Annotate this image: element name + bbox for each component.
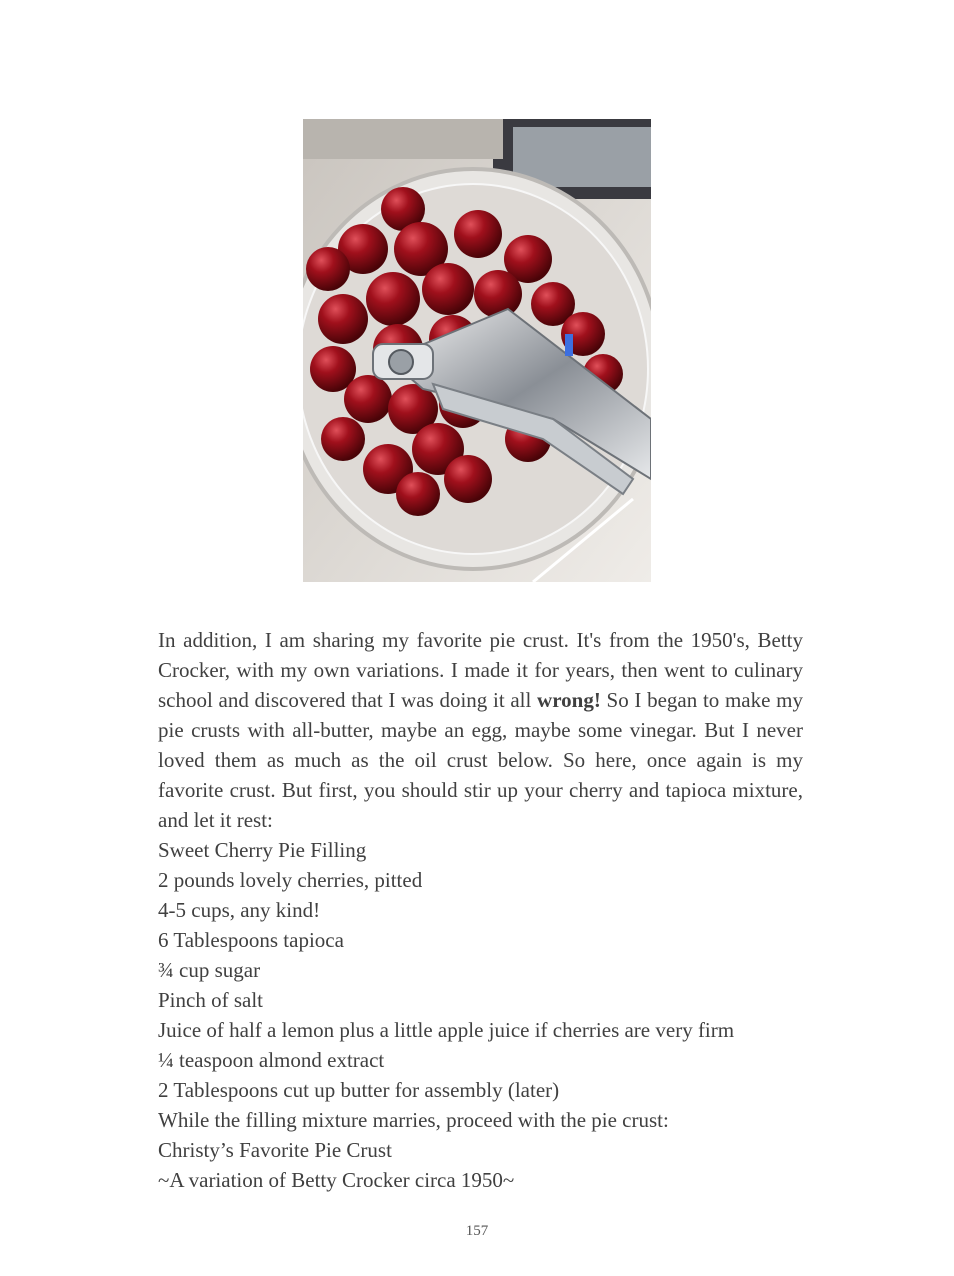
intro-paragraph (158, 625, 803, 835)
recipe-title: Sweet Cherry Pie Filling (158, 838, 367, 862)
intro-text-end: So I began to make my pie crusts with all-butter, maybe an egg, maybe some vinegar. But I never loved them as much as the oil crust below. So here, once again is my favorite crust. But first, you should stir up your cherry and tapioca mixture, and let it rest: (158, 688, 803, 832)
ingredient-line: 4-5 cups, any kind! (158, 898, 321, 922)
intro-text-start: In addition, I am sharing my favorite pie crust. It's from the 1950's, Betty Crocker, with my own variations. I made it for years, then went to culinary school and discovered that I was doing it all (158, 628, 803, 712)
ingredient-line: 2 Tablespoons cut up butter for assembly (later) (158, 1078, 560, 1102)
ingredient-line: ¼ teaspoon almond extract (158, 1048, 385, 1072)
ingredient-line: ¾ cup sugar (158, 958, 261, 982)
intro-bold-word: wrong! (537, 688, 601, 712)
transition-line: While the filling mixture marries, proceed with the pie crust: (158, 1108, 669, 1132)
cherries-in-glass-bowl-with-pitter-photo (303, 119, 651, 582)
page-number: 157 (465, 1223, 489, 1239)
ingredient-line: 2 pounds lovely cherries, pitted (158, 868, 423, 892)
crust-title: Christy’s Favorite Pie Crust (158, 1138, 392, 1162)
ingredient-line: Pinch of salt (158, 988, 263, 1012)
ingredient-line: Juice of half a lemon plus a little apple juice if cherries are very firm (158, 1018, 735, 1042)
crust-subtitle: ~A variation of Betty Crocker circa 1950~ (158, 1168, 515, 1192)
ingredient-line: 6 Tablespoons tapioca (158, 928, 344, 952)
cherries-photo (303, 119, 651, 582)
body-text (158, 625, 803, 1195)
